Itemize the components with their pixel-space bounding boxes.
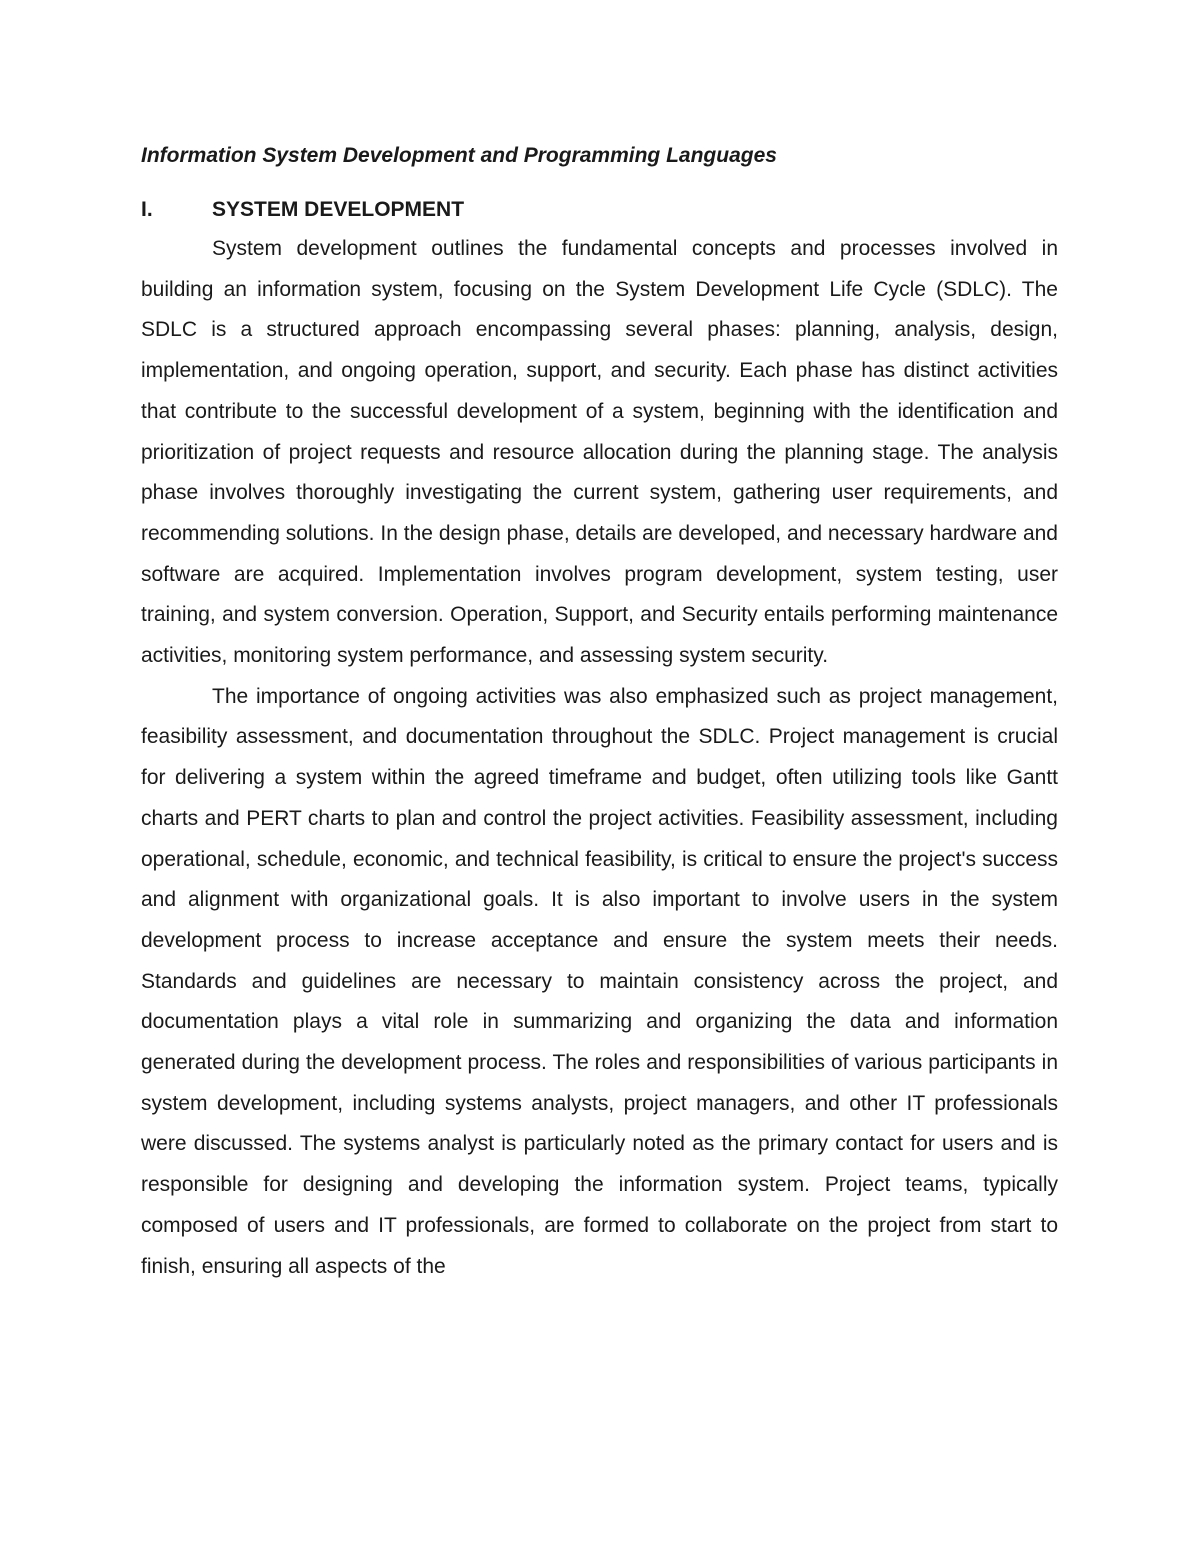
body-paragraph-1: System development outlines the fundamental concepts and processes involved in building an information system, focusing on the System Development Life Cycle (SDLC). The SDLC is a structured approach encompassing several phases: planning, analysis, design, implementation, and ongoing operation, support, and security. Each phase has distinct activities that contribute to the successful development of a system, beginning with the identification and prioritization of project requests and resource allocation during the planning stage. The analysis phase involves thoroughly investigating the current system, gathering user requirements, and recommending solutions. In the design phase, details are developed, and necessary hardware and software are acquired. Implementation involves program development, system testing, user training, and system conversion. Operation, Support, and Security entails performing maintenance activities, monitoring system performance, and assessing system security. <box>141 237 1058 668</box>
body-paragraph-2: The importance of ongoing activities was also emphasized such as project management, feasibility assessment, and documentation throughout the SDLC. Project management is crucial for delivering a system within the agreed timeframe and budget, often utilizing tools like Gantt charts and PERT charts to plan and control the project activities. Feasibility assessment, including operational, schedule, economic, and technical feasibility, is critical to ensure the project's success and alignment with organizational goals. It is also important to involve users in the system development process to increase acceptance and ensure the system meets their needs. Standards and guidelines are necessary to maintain consistency across the project, and documentation plays a vital role in summarizing and organizing the data and information generated during the development process. The roles and responsibilities of various participants in system development, including systems analysts, project managers, and other IT professionals were discussed. The systems analyst is particularly noted as the primary contact for users and is responsible for designing and developing the information system. Project teams, typically composed of users and IT professionals, are formed to collaborate on the project from start to finish, ensuring all aspects of the <box>141 684 1058 1278</box>
section-number: I. <box>141 198 153 221</box>
document-title: Information System Development and Programming Languages <box>141 144 777 167</box>
section-heading <box>141 197 464 223</box>
section-body <box>141 229 1058 1287</box>
section-title: SYSTEM DEVELOPMENT <box>212 198 465 221</box>
